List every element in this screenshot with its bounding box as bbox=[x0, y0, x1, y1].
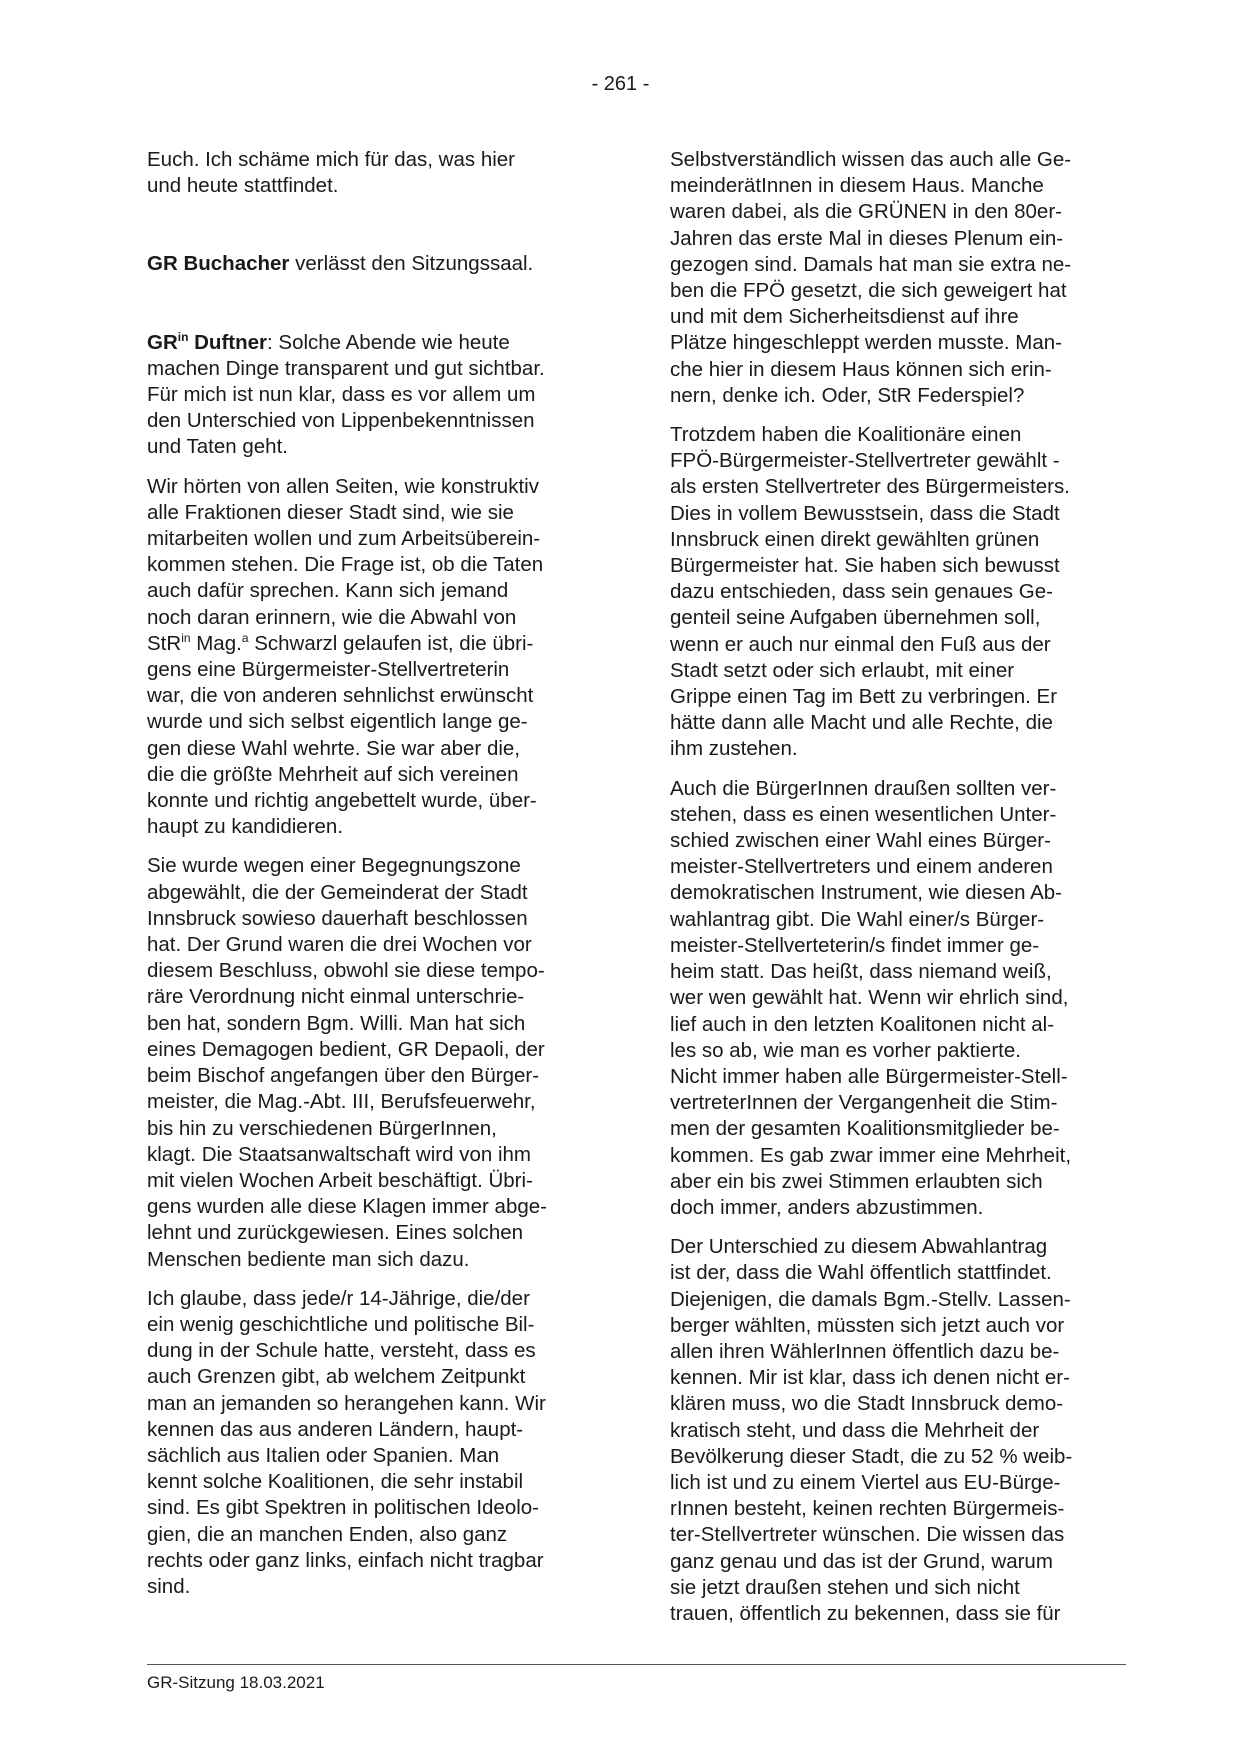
text-line: Euch. Ich schäme mich für das, was hier bbox=[147, 148, 516, 171]
text-line: beim Bischof angefangen über den Bürger- bbox=[147, 1064, 540, 1088]
text-line bbox=[147, 631, 602, 657]
paragraph-left-1 bbox=[147, 147, 602, 199]
text-line: rInnen besteht, keinen rechten Bürgermeis- bbox=[670, 1497, 1065, 1521]
text-line: Diejenigen, die damals Bgm.-Stellv. Lassen- bbox=[670, 1287, 1071, 1311]
text-line: Plätze hingeschleppt werden musste. Man- bbox=[670, 331, 1062, 355]
text-line: vertreterInnen der Vergangenheit die Stim- bbox=[670, 1091, 1058, 1115]
text-line: meister-Stellverteterin/s findet immer ge- bbox=[670, 933, 1040, 957]
text-line: bis hin zu verschiedenen BürgerInnen, bbox=[147, 1116, 497, 1140]
text-line: schied zwischen einer Wahl eines Bürger- bbox=[670, 829, 1051, 853]
speaker-sup: in bbox=[177, 329, 189, 344]
paragraph-right-3 bbox=[670, 776, 1125, 1221]
text-line: klären muss, wo die Stadt Innsbruck demo- bbox=[670, 1392, 1064, 1416]
text-line: waren dabei, als die GRÜNEN in den 80er- bbox=[670, 200, 1062, 224]
text-line: ganz genau und das ist der Grund, warum bbox=[670, 1549, 1053, 1573]
paragraph-left-4 bbox=[147, 474, 602, 841]
title-sup: a bbox=[241, 631, 249, 646]
text-line: ben die FPÖ gesetzt, die sich geweigert hat bbox=[670, 279, 1067, 303]
text-line: lief auch in den letzten Koalitonen nicht al- bbox=[670, 1012, 1055, 1036]
text-span: Mag. bbox=[190, 631, 242, 655]
paragraph-right-2 bbox=[670, 422, 1125, 763]
text-line: kennen. Mir ist klar, dass ich denen nicht er- bbox=[670, 1366, 1070, 1390]
text-line: auch Grenzen gibt, ab welchem Zeitpunkt bbox=[147, 1365, 526, 1389]
text-line: räre Verordnung nicht einmal unterschrie- bbox=[147, 985, 525, 1009]
text-line: und Taten geht. bbox=[147, 435, 288, 459]
paragraph-left-2 bbox=[147, 251, 602, 277]
paragraph-left-5 bbox=[147, 853, 602, 1272]
text-line: ein wenig geschichtliche und politische Bil- bbox=[147, 1312, 535, 1336]
paragraph-right-4 bbox=[670, 1234, 1125, 1627]
text-line: nern, denke ich. Oder, StR Federspiel? bbox=[670, 383, 1025, 407]
text-line: sind. bbox=[147, 1574, 191, 1598]
text-line: dung in der Schule hatte, versteht, dass es bbox=[147, 1339, 536, 1363]
text-line: eines Demagogen bedient, GR Depaoli, der bbox=[147, 1037, 545, 1061]
text-line: mit vielen Wochen Arbeit beschäftigt. Übri- bbox=[147, 1168, 533, 1192]
text-line: ter-Stellvertreter wünschen. Die wissen das bbox=[670, 1523, 1065, 1547]
right-column bbox=[670, 147, 1125, 1640]
text-line: doch immer, anders abzustimmen. bbox=[670, 1195, 984, 1219]
title-sup: in bbox=[181, 631, 191, 646]
text-line: Grippe einen Tag im Bett zu verbringen. Er bbox=[670, 685, 1058, 709]
text-line: les so ab, wie man es vorher paktierte. bbox=[670, 1038, 1021, 1062]
text-line: Innsbruck sowieso dauerhaft beschlossen bbox=[147, 906, 528, 930]
text-line: man an jemanden so herangehen kann. Wir bbox=[147, 1391, 546, 1415]
speaker-name: Duftner bbox=[188, 330, 267, 354]
text-line: mitarbeiten wollen und zum Arbeitsüberein- bbox=[147, 527, 541, 551]
text-line: heim statt. Das heißt, dass niemand weiß, bbox=[670, 960, 1052, 984]
text-line: Wir hörten von allen Seiten, wie konstruktiv bbox=[147, 474, 539, 498]
text-line: Nicht immer haben alle Bürgermeister-Stell- bbox=[670, 1064, 1068, 1088]
text-line: Ich glaube, dass jede/r 14-Jährige, die/der bbox=[147, 1286, 530, 1310]
text-line: sie jetzt draußen stehen und sich nicht bbox=[670, 1575, 1020, 1599]
text-span: : Solche Abende wie heute bbox=[267, 330, 510, 354]
text-line: Bevölkerung dieser Stadt, die zu 52 % weib- bbox=[670, 1444, 1073, 1468]
text-line: kennt solche Koalitionen, die sehr instabil bbox=[147, 1470, 524, 1494]
text-line: meinderätInnen in diesem Haus. Manche bbox=[670, 174, 1044, 198]
text-line: wer wen gewählt hat. Wenn wir ehrlich sind, bbox=[670, 986, 1069, 1010]
text-line: Bürgermeister hat. Sie haben sich bewusst bbox=[670, 554, 1060, 578]
text-line: gens eine Bürgermeister-Stellvertreterin bbox=[147, 658, 510, 682]
text-line: kommen. Es gab zwar immer eine Mehrheit, bbox=[670, 1143, 1072, 1167]
text-line: sind. Es gibt Spektren in politischen Ideolo- bbox=[147, 1496, 540, 1520]
text-span: Schwarzl gelaufen ist, die übri- bbox=[248, 631, 534, 655]
text-line: kennen das aus anderen Ländern, haupt- bbox=[147, 1417, 524, 1441]
text-line: Selbstverständlich wissen das auch alle Ge- bbox=[670, 148, 1072, 171]
text-line: die die größte Mehrheit auf sich vereinen bbox=[147, 762, 519, 786]
text-line: allen ihren WählerInnen öffentlich dazu be- bbox=[670, 1339, 1060, 1363]
text-line: war, die von anderen sehnlichst erwünscht bbox=[147, 684, 534, 708]
text-line: noch daran erinnern, wie die Abwahl von bbox=[147, 605, 517, 629]
text-line: FPÖ-Bürgermeister-Stellvertreter gewählt - bbox=[670, 449, 1060, 473]
text-line: und heute stattfindet. bbox=[147, 174, 339, 198]
text-line: ihm zustehen. bbox=[670, 737, 798, 761]
text-line: konnte und richtig angebettelt wurde, über- bbox=[147, 789, 537, 813]
text-line: ist der, dass die Wahl öffentlich stattfindet. bbox=[670, 1261, 1052, 1285]
text-line: meister-Stellvertreters und einem anderen bbox=[670, 855, 1053, 879]
text-line: Dies in vollem Bewusstsein, dass die Stadt bbox=[670, 501, 1060, 525]
text-line: berger wählten, müssten sich jetzt auch vor bbox=[670, 1313, 1065, 1337]
text-line: demokratischen Instrument, wie diesen Ab- bbox=[670, 881, 1062, 905]
text-line: Auch die BürgerInnen draußen sollten ver- bbox=[670, 776, 1057, 800]
text-line: abgewählt, die der Gemeinderat der Stadt bbox=[147, 880, 528, 904]
text-line: Trotzdem haben die Koalitionäre einen bbox=[670, 423, 1022, 447]
text-span: verlässt den Sitzungssaal. bbox=[289, 252, 534, 276]
text-line: meister, die Mag.-Abt. III, Berufsfeuerwehr, bbox=[147, 1090, 536, 1114]
text-line bbox=[147, 251, 602, 277]
text-line: che hier in diesem Haus können sich erin- bbox=[670, 357, 1052, 381]
text-line: lehnt und zurückgewiesen. Eines solchen bbox=[147, 1221, 524, 1245]
text-line: gens wurden alle diese Klagen immer abge- bbox=[147, 1195, 547, 1219]
text-line: Stadt setzt oder sich erlaubt, mit einer bbox=[670, 658, 1015, 682]
text-line: klagt. Die Staatsanwaltschaft wird von ihm bbox=[147, 1142, 531, 1166]
left-column bbox=[147, 147, 602, 1613]
text-line: Jahren das erste Mal in dieses Plenum ein- bbox=[670, 226, 1064, 250]
text-line: wenn er auch nur einmal den Fuß aus der bbox=[670, 632, 1051, 656]
text-line: Für mich ist nun klar, dass es vor allem um bbox=[147, 383, 536, 407]
speaker-prefix: GR bbox=[147, 330, 178, 354]
text-line: als ersten Stellvertreter des Bürgermeisters. bbox=[670, 475, 1070, 499]
speaker-name: GR Buchacher bbox=[147, 252, 290, 276]
text-line: machen Dinge transparent und gut sichtbar. bbox=[147, 356, 545, 380]
page-number: - 261 - bbox=[591, 73, 650, 95]
text-line: lich ist und zu einem Viertel aus EU-Bürge- bbox=[670, 1470, 1061, 1494]
text-line: kommen stehen. Die Frage ist, ob die Taten bbox=[147, 553, 544, 577]
text-line: men der gesamten Koalitionsmitglieder be- bbox=[670, 1117, 1060, 1141]
text-line: trauen, öffentlich zu bekennen, dass sie für bbox=[670, 1601, 1061, 1625]
text-line: kratisch steht, und dass die Mehrheit der bbox=[670, 1418, 1040, 1442]
text-line: hat. Der Grund waren die drei Wochen vor bbox=[147, 933, 532, 957]
text-line: dazu entschieden, dass sein genaues Ge- bbox=[670, 580, 1053, 604]
text-line: diesem Beschluss, obwohl sie diese tempo- bbox=[147, 959, 545, 983]
text-line: und mit dem Sicherheitsdienst auf ihre bbox=[670, 305, 1019, 329]
text-line: Der Unterschied zu diesem Abwahlantrag bbox=[670, 1235, 1048, 1259]
text-line: rechts oder ganz links, einfach nicht tragbar bbox=[147, 1548, 544, 1572]
text-line: gien, die an manchen Enden, also ganz bbox=[147, 1522, 508, 1546]
text-line: aber ein bis zwei Stimmen erlaubten sich bbox=[670, 1169, 1043, 1193]
text-line: Menschen bediente man sich dazu. bbox=[147, 1247, 470, 1271]
paragraph-right-1 bbox=[670, 147, 1125, 409]
footer-text: GR-Sitzung 18.03.2021 bbox=[147, 1673, 325, 1692]
text-line: hätte dann alle Macht und alle Rechte, die bbox=[670, 711, 1053, 735]
text-line: stehen, dass es einen wesentlichen Unter- bbox=[670, 802, 1057, 826]
text-line: gen diese Wahl wehrte. Sie war aber die, bbox=[147, 736, 520, 760]
text-line: ben hat, sondern Bgm. Willi. Man hat sich bbox=[147, 1011, 526, 1035]
text-line: genteil seine Aufgaben übernehmen soll, bbox=[670, 606, 1041, 630]
text-line: Innsbruck einen direkt gewählten grünen bbox=[670, 527, 1040, 551]
text-line: Sie wurde wegen einer Begegnungszone bbox=[147, 854, 521, 878]
text-line: gezogen sind. Damals hat man sie extra ne- bbox=[670, 252, 1072, 276]
text-line: haupt zu kandidieren. bbox=[147, 815, 344, 839]
text-line: den Unterschied von Lippenbekenntnissen bbox=[147, 409, 535, 433]
text-line: auch dafür sprechen. Kann sich jemand bbox=[147, 579, 509, 603]
footer-divider bbox=[147, 1664, 1126, 1665]
paragraph-left-6 bbox=[147, 1286, 602, 1600]
text-line bbox=[147, 330, 602, 356]
paragraph-left-3 bbox=[147, 330, 602, 461]
text-line: alle Fraktionen dieser Stadt sind, wie sie bbox=[147, 500, 514, 524]
text-line: wahlantrag gibt. Die Wahl einer/s Bürger- bbox=[670, 907, 1045, 931]
text-span: StR bbox=[147, 631, 182, 655]
text-line: wurde und sich selbst eigentlich lange ge- bbox=[147, 710, 528, 734]
text-line: sächlich aus Italien oder Spanien. Man bbox=[147, 1443, 500, 1467]
